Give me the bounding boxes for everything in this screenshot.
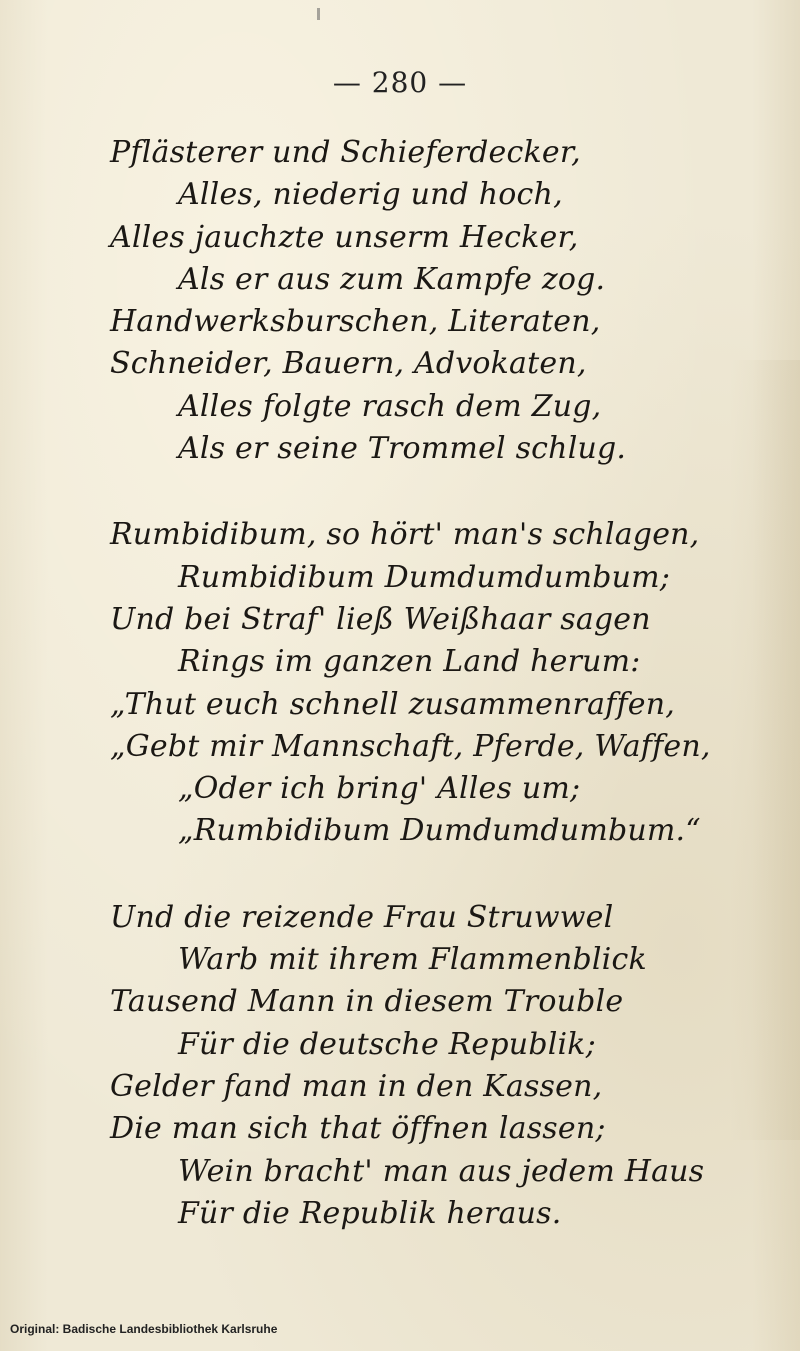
poem-line: Alles, niederig und hoch, xyxy=(178,177,563,213)
poem-line: „Thut euch schnell zusammenraffen, xyxy=(110,686,675,722)
poem-line: „Oder ich bring' Alles um; xyxy=(178,771,581,807)
source-credit: Original: Badische Landesbibliothek Karlsruhe xyxy=(10,1322,278,1336)
stanza-1 xyxy=(110,132,770,470)
poem-line: Pflästerer und Schieferdecker, xyxy=(110,135,581,170)
stanza-3 xyxy=(110,897,770,1235)
poem-line: Und die reizende Frau Struwwel xyxy=(110,899,614,935)
poem xyxy=(110,132,770,1279)
poem-line: Rumbidibum, so hört' man's schlagen, xyxy=(110,517,700,553)
poem-line: Gelder fand man in den Kassen, xyxy=(110,1068,603,1104)
page-number: — 280 — xyxy=(332,66,468,99)
poem-line: Alles jauchzte unserm Hecker, xyxy=(110,219,579,255)
poem-line: „Gebt mir Mannschaft, Pferde, Waffen, xyxy=(110,728,711,764)
poem-line: Wein bracht' man aus jedem Haus xyxy=(178,1153,705,1189)
poem-line: Warb mit ihrem Flammenblick xyxy=(178,942,647,978)
poem-line: „Rumbidibum Dumdumdumbum.“ xyxy=(178,813,701,849)
poem-line: Und bei Straf' ließ Weißhaar sagen xyxy=(110,601,651,637)
print-mark xyxy=(317,8,320,20)
poem-line: Alles folgte rasch dem Zug, xyxy=(178,388,602,424)
poem-line: Tausend Mann in diesem Trouble xyxy=(110,984,624,1020)
poem-line: Die man sich that öffnen lassen; xyxy=(110,1111,606,1147)
poem-line: Als er seine Trommel schlug. xyxy=(178,431,627,467)
poem-line: Handwerksburschen, Literaten, xyxy=(110,304,601,340)
poem-line: Für die Republik heraus. xyxy=(178,1195,562,1231)
poem-line: Schneider, Bauern, Advokaten, xyxy=(110,346,587,382)
poem-line: Für die deutsche Republik; xyxy=(178,1026,596,1062)
stanza-2 xyxy=(110,514,770,852)
poem-line: Rings im ganzen Land herum: xyxy=(178,644,641,680)
poem-line: Als er aus zum Kampfe zog. xyxy=(178,261,606,297)
poem-line: Rumbidibum Dumdumdumbum; xyxy=(178,559,671,595)
